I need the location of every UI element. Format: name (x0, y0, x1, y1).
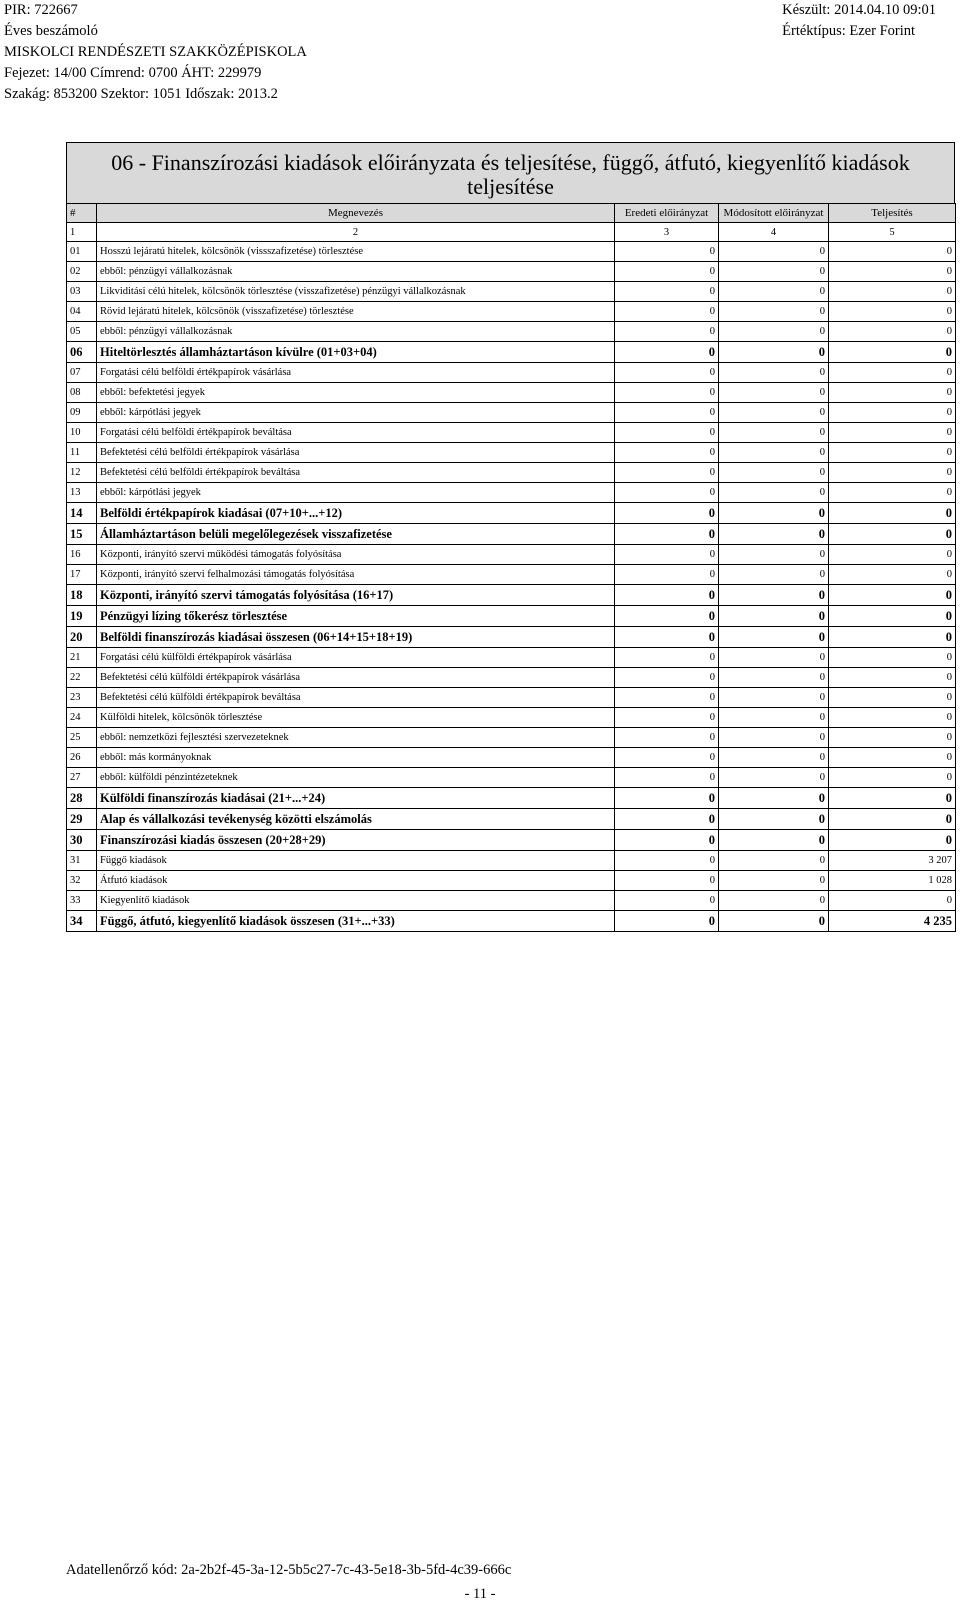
row-actual-value: 0 (829, 463, 956, 483)
row-original-value: 0 (615, 708, 719, 728)
row-number: 10 (67, 423, 97, 443)
row-actual-value: 0 (829, 627, 956, 648)
row-original-value: 0 (615, 768, 719, 788)
row-original-value: 0 (615, 668, 719, 688)
row-modified-value: 0 (719, 423, 829, 443)
table-row (67, 768, 956, 788)
table-row (67, 262, 956, 282)
row-number: 04 (67, 302, 97, 322)
row-name: Függő kiadások (97, 851, 615, 871)
table-row (67, 606, 956, 627)
row-name: ebből: pénzügyi vállalkozásnak (97, 322, 615, 342)
table-row (67, 871, 956, 891)
header-row (67, 204, 956, 223)
row-actual-value: 0 (829, 242, 956, 262)
column-number: 2 (97, 223, 615, 242)
row-modified-value: 0 (719, 282, 829, 302)
table-row (67, 423, 956, 443)
table-row (67, 748, 956, 768)
row-actual-value: 0 (829, 668, 956, 688)
row-name: Forgatási célú belföldi értékpapírok vásárlása (97, 363, 615, 383)
row-name: Államháztartáson belüli megelőlegezések visszafizetése (97, 524, 615, 545)
col-header-number: # (67, 204, 97, 223)
row-number: 15 (67, 524, 97, 545)
row-name: Átfutó kiadások (97, 871, 615, 891)
row-actual-value: 0 (829, 585, 956, 606)
row-name: ebből: nemzetközi fejlesztési szervezeteknek (97, 728, 615, 748)
col-header-name: Megnevezés (97, 204, 615, 223)
row-name: ebből: befektetési jegyek (97, 383, 615, 403)
sector-period-line: Szakág: 853200 Szektor: 1051 Időszak: 2013.2 (4, 86, 278, 102)
row-modified-value: 0 (719, 748, 829, 768)
row-original-value: 0 (615, 648, 719, 668)
row-original-value: 0 (615, 688, 719, 708)
report-rows (67, 223, 956, 932)
report-title: 06 - Finanszírozási kiadások előirányzata és teljesítése, függő, átfutó, kiegyenlítő kiadások teljesítése (66, 142, 955, 203)
row-number: 30 (67, 830, 97, 851)
report-meta-left (4, 0, 307, 105)
row-name: Befektetési célú belföldi értékpapírok vásárlása (97, 443, 615, 463)
table-row (67, 403, 956, 423)
table-row (67, 648, 956, 668)
row-number: 31 (67, 851, 97, 871)
row-name: Külföldi finanszírozás kiadásai (21+...+24) (97, 788, 615, 809)
column-number: 4 (719, 223, 829, 242)
row-actual-value: 0 (829, 688, 956, 708)
row-name: Hiteltörlesztés államháztartáson kívülre (01+03+04) (97, 342, 615, 363)
row-modified-value: 0 (719, 443, 829, 463)
row-modified-value: 0 (719, 585, 829, 606)
row-actual-value: 0 (829, 748, 956, 768)
row-original-value: 0 (615, 728, 719, 748)
row-original-value: 0 (615, 403, 719, 423)
table-row (67, 363, 956, 383)
row-actual-value: 0 (829, 322, 956, 342)
row-name: Központi, irányító szervi támogatás folyósítása (16+17) (97, 585, 615, 606)
row-number: 07 (67, 363, 97, 383)
row-number: 01 (67, 242, 97, 262)
row-modified-value: 0 (719, 503, 829, 524)
table-row (67, 503, 956, 524)
column-number: 1 (67, 223, 97, 242)
row-modified-value: 0 (719, 463, 829, 483)
row-actual-value: 0 (829, 606, 956, 627)
row-name: Forgatási célú belföldi értékpapírok beváltása (97, 423, 615, 443)
row-actual-value: 0 (829, 809, 956, 830)
table-row (67, 302, 956, 322)
table-row (67, 443, 956, 463)
row-original-value: 0 (615, 851, 719, 871)
table-row (67, 627, 956, 648)
row-modified-value: 0 (719, 524, 829, 545)
row-modified-value: 0 (719, 322, 829, 342)
row-modified-value: 0 (719, 565, 829, 585)
table-row (67, 322, 956, 342)
page-number: - 11 - (464, 1586, 496, 1602)
row-number: 25 (67, 728, 97, 748)
row-number: 19 (67, 606, 97, 627)
row-modified-value: 0 (719, 606, 829, 627)
table-row (67, 483, 956, 503)
row-actual-value: 0 (829, 648, 956, 668)
row-number: 17 (67, 565, 97, 585)
row-modified-value: 0 (719, 403, 829, 423)
row-name: ebből: pénzügyi vállalkozásnak (97, 262, 615, 282)
row-name: Alap és vállalkozási tevékenység közötti elszámolás (97, 809, 615, 830)
row-number: 12 (67, 463, 97, 483)
row-original-value: 0 (615, 443, 719, 463)
row-original-value: 0 (615, 262, 719, 282)
table-row (67, 830, 956, 851)
row-name: Rövid lejáratú hitelek, kölcsönök (visszafizetése) törlesztése (97, 302, 615, 322)
table-row (67, 788, 956, 809)
row-number: 28 (67, 788, 97, 809)
row-modified-value: 0 (719, 809, 829, 830)
row-number: 08 (67, 383, 97, 403)
report-table (66, 203, 956, 932)
row-actual-value: 0 (829, 768, 956, 788)
row-name: Befektetési célú külföldi értékpapírok vásárlása (97, 668, 615, 688)
row-number: 34 (67, 911, 97, 932)
row-modified-value: 0 (719, 871, 829, 891)
row-actual-value: 0 (829, 423, 956, 443)
row-modified-value: 0 (719, 891, 829, 911)
row-actual-value: 4 235 (829, 911, 956, 932)
row-number: 18 (67, 585, 97, 606)
row-original-value: 0 (615, 463, 719, 483)
row-original-value: 0 (615, 423, 719, 443)
table-row (67, 851, 956, 871)
row-actual-value: 0 (829, 302, 956, 322)
row-name: Likviditási célú hitelek, kölcsönök törlesztése (visszafizetése) pénzügyi vállalkozásnak (97, 282, 615, 302)
row-actual-value: 0 (829, 282, 956, 302)
table-row (67, 545, 956, 565)
row-original-value: 0 (615, 282, 719, 302)
value-type: Értéktípus: Ezer Forint (782, 23, 916, 39)
row-modified-value: 0 (719, 668, 829, 688)
row-name: Központi, irányító szervi felhalmozási támogatás folyósítása (97, 565, 615, 585)
column-number: 3 (615, 223, 719, 242)
row-name: ebből: más kormányoknak (97, 748, 615, 768)
row-original-value: 0 (615, 322, 719, 342)
row-number: 32 (67, 871, 97, 891)
row-name: Finanszírozási kiadás összesen (20+28+29) (97, 830, 615, 851)
row-actual-value: 0 (829, 728, 956, 748)
row-actual-value: 1 028 (829, 871, 956, 891)
row-actual-value: 0 (829, 342, 956, 363)
row-name: ebből: külföldi pénzintézeteknek (97, 768, 615, 788)
table-row (67, 383, 956, 403)
table-row (67, 585, 956, 606)
row-modified-value: 0 (719, 302, 829, 322)
row-modified-value: 0 (719, 708, 829, 728)
row-modified-value: 0 (719, 788, 829, 809)
row-original-value: 0 (615, 585, 719, 606)
table-row (67, 911, 956, 932)
row-modified-value: 0 (719, 262, 829, 282)
report-type-line: Éves beszámoló (4, 23, 98, 39)
chapter-line: Fejezet: 14/00 Címrend: 0700 ÁHT: 229979 (4, 65, 262, 81)
report-block (66, 142, 955, 932)
row-name: ebből: kárpótlási jegyek (97, 483, 615, 503)
row-number: 24 (67, 708, 97, 728)
row-modified-value: 0 (719, 627, 829, 648)
row-original-value: 0 (615, 503, 719, 524)
row-modified-value: 0 (719, 383, 829, 403)
row-name: Függő, átfutó, kiegyenlítő kiadások összesen (31+...+33) (97, 911, 615, 932)
row-actual-value: 0 (829, 708, 956, 728)
row-original-value: 0 (615, 383, 719, 403)
row-number: 26 (67, 748, 97, 768)
table-row (67, 242, 956, 262)
report-meta-right (782, 0, 936, 42)
row-modified-value: 0 (719, 545, 829, 565)
row-modified-value: 0 (719, 342, 829, 363)
row-name: Pénzügyi lízing tőkerész törlesztése (97, 606, 615, 627)
row-name: Belföldi értékpapírok kiadásai (07+10+...+12) (97, 503, 615, 524)
row-original-value: 0 (615, 748, 719, 768)
col-header-modified: Módosított előirányzat (719, 204, 829, 223)
row-modified-value: 0 (719, 851, 829, 871)
col-header-original: Eredeti előirányzat (615, 204, 719, 223)
check-code: Adatellenőrző kód: 2a-2b2f-45-3a-12-5b5c27-7c-43-5e18-3b-5fd-4c39-666c (66, 1562, 512, 1578)
row-original-value: 0 (615, 545, 719, 565)
row-name: Befektetési célú külföldi értékpapírok beváltása (97, 688, 615, 708)
row-modified-value: 0 (719, 830, 829, 851)
row-number: 03 (67, 282, 97, 302)
row-actual-value: 0 (829, 565, 956, 585)
row-original-value: 0 (615, 302, 719, 322)
row-actual-value: 0 (829, 788, 956, 809)
row-actual-value: 0 (829, 483, 956, 503)
table-row (67, 342, 956, 363)
row-number: 33 (67, 891, 97, 911)
row-modified-value: 0 (719, 363, 829, 383)
row-number: 14 (67, 503, 97, 524)
col-header-actual: Teljesítés (829, 204, 956, 223)
row-original-value: 0 (615, 242, 719, 262)
column-number-row (67, 223, 956, 242)
row-number: 11 (67, 443, 97, 463)
row-actual-value: 0 (829, 383, 956, 403)
row-number: 09 (67, 403, 97, 423)
row-name: Hosszú lejáratú hitelek, kölcsönök (vissszafizetése) törlesztése (97, 242, 615, 262)
row-name: Forgatási célú külföldi értékpapírok vásárlása (97, 648, 615, 668)
table-row (67, 668, 956, 688)
row-name: Belföldi finanszírozás kiadásai összesen (06+14+15+18+19) (97, 627, 615, 648)
table-row (67, 463, 956, 483)
row-modified-value: 0 (719, 648, 829, 668)
row-original-value: 0 (615, 627, 719, 648)
row-modified-value: 0 (719, 242, 829, 262)
row-actual-value: 0 (829, 363, 956, 383)
row-name: Központi, irányító szervi működési támogatás folyósítása (97, 545, 615, 565)
row-name: Kiegyenlítő kiadások (97, 891, 615, 911)
row-number: 06 (67, 342, 97, 363)
table-row (67, 688, 956, 708)
created-timestamp: Készült: 2014.04.10 09:01 (782, 2, 936, 18)
row-number: 22 (67, 668, 97, 688)
row-number: 13 (67, 483, 97, 503)
row-number: 02 (67, 262, 97, 282)
row-number: 29 (67, 809, 97, 830)
row-name: Befektetési célú belföldi értékpapírok beváltása (97, 463, 615, 483)
row-original-value: 0 (615, 606, 719, 627)
row-number: 20 (67, 627, 97, 648)
row-original-value: 0 (615, 891, 719, 911)
row-number: 16 (67, 545, 97, 565)
row-number: 27 (67, 768, 97, 788)
row-modified-value: 0 (719, 483, 829, 503)
row-actual-value: 0 (829, 262, 956, 282)
row-original-value: 0 (615, 871, 719, 891)
row-actual-value: 0 (829, 403, 956, 423)
row-actual-value: 0 (829, 545, 956, 565)
row-actual-value: 0 (829, 443, 956, 463)
row-original-value: 0 (615, 565, 719, 585)
row-modified-value: 0 (719, 768, 829, 788)
row-actual-value: 0 (829, 503, 956, 524)
row-number: 21 (67, 648, 97, 668)
row-original-value: 0 (615, 911, 719, 932)
table-row (67, 809, 956, 830)
row-actual-value: 0 (829, 524, 956, 545)
row-original-value: 0 (615, 483, 719, 503)
row-modified-value: 0 (719, 911, 829, 932)
row-original-value: 0 (615, 809, 719, 830)
institution-name: MISKOLCI RENDÉSZETI SZAKKÖZÉPISKOLA (4, 44, 307, 60)
row-original-value: 0 (615, 788, 719, 809)
row-original-value: 0 (615, 342, 719, 363)
row-name: ebből: kárpótlási jegyek (97, 403, 615, 423)
column-number: 5 (829, 223, 956, 242)
row-number: 05 (67, 322, 97, 342)
row-name: Külföldi hitelek, kölcsönök törlesztése (97, 708, 615, 728)
table-row (67, 891, 956, 911)
row-actual-value: 3 207 (829, 851, 956, 871)
table-row (67, 728, 956, 748)
table-row (67, 565, 956, 585)
pir-line: PIR: 722667 (4, 2, 78, 18)
row-actual-value: 0 (829, 830, 956, 851)
table-row (67, 282, 956, 302)
row-original-value: 0 (615, 363, 719, 383)
row-original-value: 0 (615, 830, 719, 851)
row-modified-value: 0 (719, 728, 829, 748)
table-row (67, 524, 956, 545)
row-modified-value: 0 (719, 688, 829, 708)
row-actual-value: 0 (829, 891, 956, 911)
row-number: 23 (67, 688, 97, 708)
table-row (67, 708, 956, 728)
row-original-value: 0 (615, 524, 719, 545)
